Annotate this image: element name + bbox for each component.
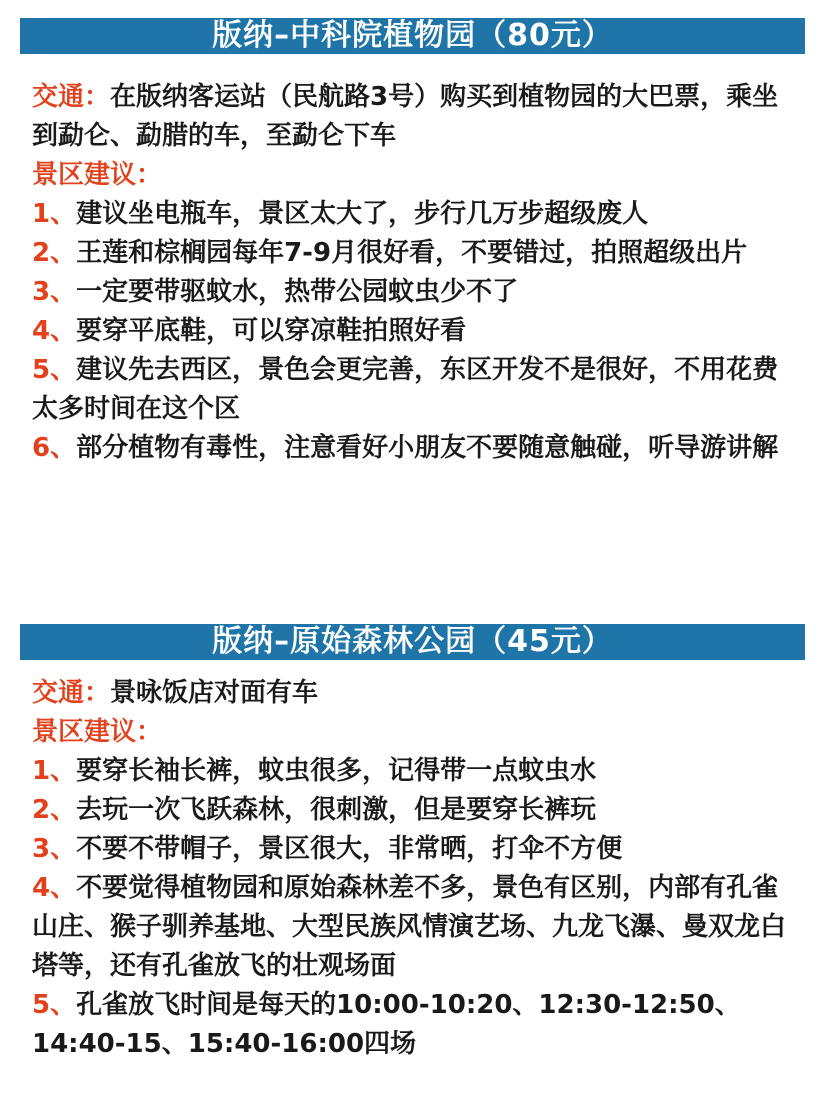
tip-text: 要穿长袖长裤，蚊虫很多，记得带一点蚊虫水 [76, 756, 597, 786]
section-botanical-garden [0, 18, 827, 468]
tip-text: 要穿平底鞋，可以穿凉鞋拍照好看 [76, 316, 467, 346]
tip-item [32, 273, 792, 312]
tip-item [32, 986, 792, 1064]
tip-item [32, 752, 792, 791]
tip-number: 3、 [32, 834, 77, 864]
transport-label: 交通： [32, 82, 111, 112]
tip-number: 2、 [32, 238, 77, 268]
section-title-banner: 版纳–原始森林公园（45元） [20, 624, 805, 660]
tip-text: 建议先去西区，景色会更完善，东区开发不是很好，不用花费太多时间在这个区 [32, 355, 779, 424]
tip-item [32, 351, 792, 429]
section-title-banner: 版纳–中科院植物园（80元） [20, 18, 805, 54]
section-primeval-forest-park [0, 624, 827, 1064]
tip-item [32, 791, 792, 830]
tip-text: 去玩一次飞跃森林，很刺激，但是要穿长裤玩 [76, 795, 597, 825]
tip-number: 6、 [32, 433, 77, 463]
tip-item [32, 195, 792, 234]
tip-number: 2、 [32, 795, 77, 825]
tip-text: 不要不带帽子，景区很大，非常晒，打伞不方便 [76, 834, 623, 864]
tip-number: 1、 [32, 756, 77, 786]
tips-label: 景区建议： [32, 160, 163, 190]
tip-text: 不要觉得植物园和原始森林差不多，景色有区别，内部有孔雀山庄、猴子驯养基地、大型民族风情演艺场、九龙飞瀑、曼双龙白塔等，还有孔雀放飞的壮观场面 [32, 873, 787, 981]
tip-item [32, 234, 792, 273]
tip-number: 5、 [32, 990, 77, 1020]
transport-text: 在版纳客运站（民航路3号）购买到植物园的大巴票，乘坐到勐仑、勐腊的车，至勐仑下车 [32, 82, 779, 151]
section-body [0, 674, 792, 1064]
tip-number: 4、 [32, 316, 77, 346]
tip-item [32, 429, 792, 468]
tips-label: 景区建议： [32, 717, 163, 747]
tip-number: 5、 [32, 355, 77, 385]
tip-item [32, 869, 792, 986]
tip-item [32, 312, 792, 351]
tip-text: 孔雀放飞时间是每天的10:00-10:20、12:30-12:50、14:40-15、15:40-16:00四场 [32, 990, 741, 1059]
tip-text: 王莲和棕榈园每年7-9月很好看，不要错过，拍照超级出片 [76, 238, 748, 268]
tip-number: 4、 [32, 873, 77, 903]
transport-text: 景咏饭店对面有车 [110, 678, 319, 708]
tip-text: 一定要带驱蚊水，热带公园蚊虫少不了 [76, 277, 519, 307]
tip-item [32, 830, 792, 869]
tip-text: 部分植物有毒性，注意看好小朋友不要随意触碰，听导游讲解 [76, 433, 779, 463]
transport-label: 交通： [32, 678, 111, 708]
section-body [0, 78, 792, 468]
transport-paragraph [32, 78, 792, 156]
transport-paragraph [32, 674, 792, 713]
tip-text: 建议坐电瓶车，景区太大了，步行几万步超级废人 [76, 199, 649, 229]
tip-number: 1、 [32, 199, 77, 229]
tip-number: 3、 [32, 277, 77, 307]
